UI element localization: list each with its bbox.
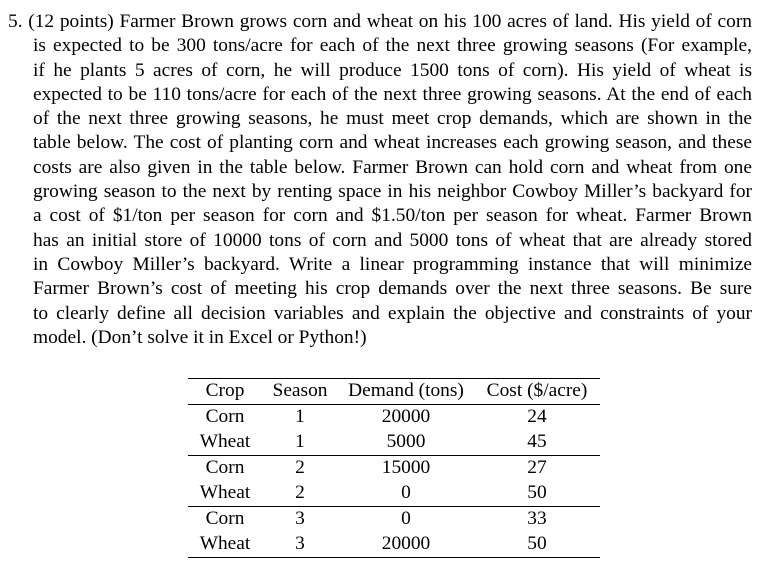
cell-demand: 20000: [381, 533, 431, 555]
table-row: [188, 405, 600, 431]
problem-line: 5. (12 points) Farmer Brown grows corn and wheat on his 100 acres of land. His yield of corn: [8, 11, 752, 32]
table-header-row: [188, 379, 600, 405]
table-row: [188, 481, 600, 507]
table-row: [188, 532, 600, 558]
header-season: Season: [272, 380, 328, 402]
cell-cost: 27: [527, 457, 547, 479]
cell-season: 2: [295, 457, 305, 479]
cell-cost: 33: [527, 508, 547, 530]
problem-line: model. (Don’t solve it in Excel or Python!): [33, 326, 367, 348]
cell-demand: 0: [401, 482, 411, 504]
table-row: [188, 456, 600, 482]
problem-line: to clearly define all decision variables and explain the objective and constraints of your: [33, 302, 752, 324]
crop-table-container: [188, 378, 600, 558]
problem-line: in Cowboy Miller’s backyard. Write a linear programming instance that will minimize: [33, 253, 752, 275]
cell-crop: Wheat: [199, 533, 251, 555]
cell-cost: 24: [527, 406, 547, 428]
cell-cost: 50: [527, 482, 547, 504]
problem-line: costs are also given in the table below. Farmer Brown can hold corn and wheat from one: [33, 156, 752, 178]
problem-line: expected to be 110 tons/acre for each of the next three growing seasons. At the end of each: [33, 83, 752, 105]
cell-demand: 5000: [386, 431, 426, 453]
cell-demand: 15000: [381, 457, 431, 479]
table-row: [188, 507, 600, 533]
cell-crop: Wheat: [199, 431, 251, 453]
crop-demand-table: [188, 378, 600, 558]
cell-crop: Corn: [205, 457, 245, 479]
cell-cost: 50: [527, 533, 547, 555]
cell-season: 3: [295, 508, 305, 530]
problem-line: of the next three growing seasons, he must meet crop demands, which are shown in the: [33, 108, 752, 130]
problem-line: if he plants 5 acres of corn, he will produce 1500 tons of corn). His yield of wheat is: [33, 59, 752, 81]
cell-demand: 0: [401, 508, 411, 530]
cell-crop: Corn: [205, 508, 245, 530]
problem-line: is expected to be 300 tons/acre for each of the next three growing seasons (For example,: [33, 35, 752, 57]
problem-statement: [8, 10, 752, 350]
cell-cost: 45: [527, 431, 547, 453]
cell-demand: 20000: [381, 406, 431, 428]
header-demand: Demand (tons): [348, 380, 464, 402]
header-cost: Cost ($/acre): [486, 380, 588, 402]
header-crop: Crop: [205, 380, 245, 402]
cell-season: 2: [295, 482, 305, 504]
problem-line: table below. The cost of planting corn and wheat increases each growing season, and these: [33, 132, 752, 154]
table-row: [188, 430, 600, 456]
problem-line: Farmer Brown’s cost of meeting his crop demands over the next three seasons. Be sure: [33, 278, 752, 300]
problem-line: has an initial store of 10000 tons of corn and 5000 tons of wheat that are already stored: [33, 229, 752, 251]
cell-season: 1: [295, 406, 305, 428]
cell-season: 3: [295, 533, 305, 555]
problem-line: growing season to the next by renting space in his neighbor Cowboy Miller’s backyard for: [33, 181, 752, 203]
problem-line: a cost of $1/ton per season for corn and $1.50/ton per season for wheat. Farmer Brown: [33, 205, 752, 227]
cell-crop: Wheat: [199, 482, 251, 504]
cell-season: 1: [295, 431, 305, 453]
cell-crop: Corn: [205, 406, 245, 428]
